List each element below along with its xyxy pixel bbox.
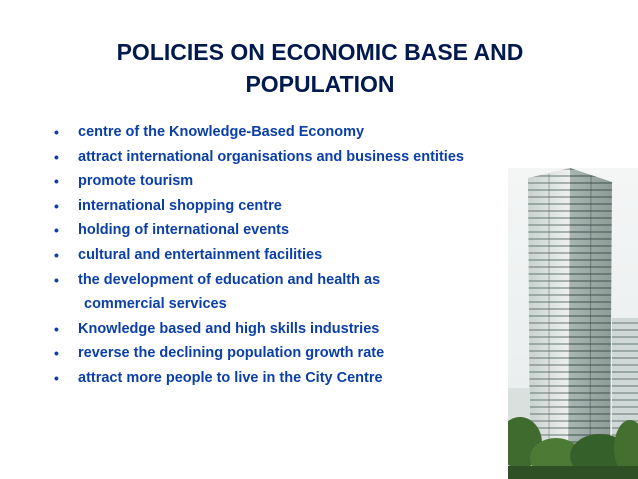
- slide-title-line-2: POPULATION: [245, 71, 395, 97]
- bullet-marker: •: [54, 246, 59, 263]
- bullet-item: • reverse the declining population growth rate: [52, 341, 572, 366]
- bullet-item: • attract international organisations and business entities: [52, 145, 572, 170]
- bullet-item: • Knowledge based and high skills industries: [52, 317, 572, 342]
- highrise-building-photo: [508, 168, 638, 479]
- bullet-item: • cultural and entertainment facilities: [52, 243, 572, 268]
- bullet-list: [52, 120, 572, 391]
- bullet-item-continuation: commercial services: [84, 296, 227, 313]
- bullet-marker: •: [54, 148, 59, 165]
- bullet-item: • the development of education and health as: [52, 268, 572, 293]
- slide-title-line-1: POLICIES ON ECONOMIC BASE AND: [116, 39, 524, 65]
- bullet-marker: •: [54, 222, 59, 239]
- bullet-item: • holding of international events: [52, 218, 572, 243]
- bullet-marker: •: [54, 124, 59, 140]
- bullet-item: • centre of the Knowledge-Based Economy: [52, 120, 572, 145]
- bullet-item: • international shopping centre: [52, 194, 572, 219]
- slide-title: [40, 36, 600, 100]
- bullet-marker: •: [54, 173, 59, 190]
- bullet-marker: •: [54, 345, 59, 362]
- bullet-item: • attract more people to live in the City Centre: [52, 366, 572, 391]
- bullet-marker: •: [54, 369, 59, 386]
- bullet-marker: •: [54, 320, 59, 337]
- bullet-marker: •: [54, 197, 59, 214]
- bullet-item: • promote tourism: [52, 169, 572, 194]
- bullet-marker: •: [54, 271, 59, 288]
